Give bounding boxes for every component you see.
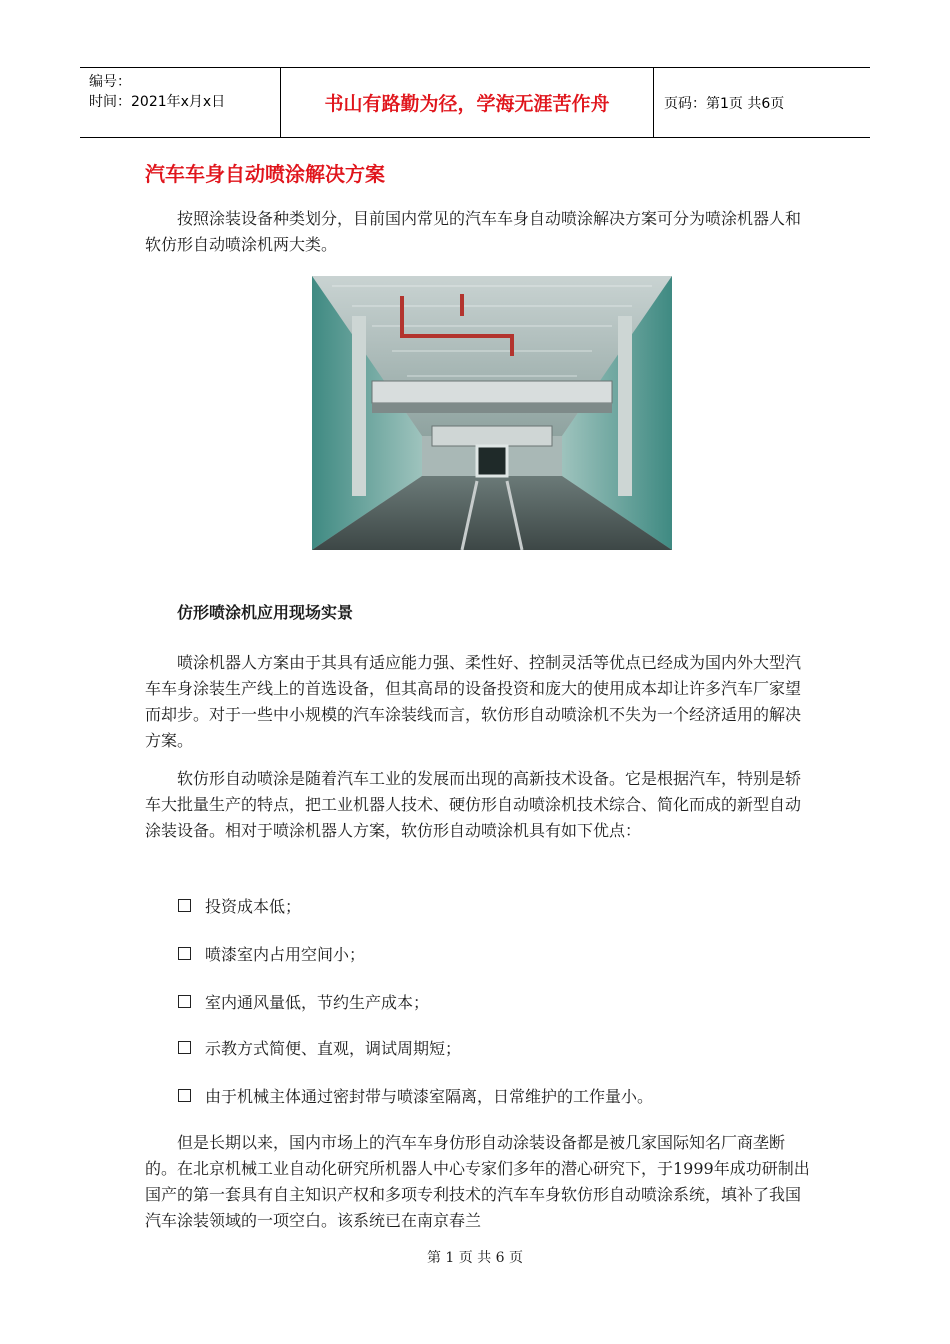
checkbox-icon — [178, 899, 191, 912]
header-meta — [80, 68, 281, 137]
checkbox-icon — [178, 1089, 191, 1102]
bullet-item: 室内通风量低，节约生产成本； — [178, 990, 429, 1013]
date-label: 时间：2021年x月x日 — [89, 94, 226, 110]
bullet-item: 投资成本低； — [178, 894, 301, 917]
document-title: 汽车车身自动喷涂解决方案 — [145, 162, 385, 186]
bullet-item: 示教方式简便、直观，调试周期短； — [178, 1036, 461, 1059]
paragraph-2: 软仿形自动喷涂是随着汽车工业的发展而出现的高新技术设备。它是根据汽车，特别是轿车大批量生产的特点，把工业机器人技术、硬仿形自动喷涂机技术综合、简化而成的新型自动涂装设备。相对于喷涂机器人方案，软仿形自动喷涂机具有如下优点： — [145, 769, 802, 840]
spray-booth-photo — [312, 276, 672, 550]
closing-paragraph: 但是长期以来，国内市场上的汽车车身仿形自动涂装设备都是被几家国际知名厂商垄断的。在北京机械工业自动化研究所机器人中心专家们多年的潜心研究下，于1999年成功研制出国产的第一套具有自主知识产权和多项专利技术的汽车车身软仿形自动喷涂系统，填补了我国汽车涂装领域的一项空白。该系统已在南京春兰 — [145, 1133, 810, 1230]
bullet-item: 由于机械主体通过密封带与喷漆室隔离，日常维护的工作量小。 — [178, 1084, 653, 1107]
intro-paragraph: 按照涂装设备种类划分，目前国内常见的汽车车身自动喷涂解决方案可分为喷涂机器人和软仿形自动喷涂机两大类。 — [145, 209, 802, 254]
checkbox-icon — [178, 947, 191, 960]
checkbox-icon — [178, 995, 191, 1008]
document-header — [80, 67, 870, 138]
paragraph-1: 喷涂机器人方案由于其具有适应能力强、柔性好、控制灵活等优点已经成为国内外大型汽车车身涂装生产线上的首选设备，但其高昂的设备投资和庞大的使用成本却让许多汽车厂家望而却步。对于一些中小规模的汽车涂装线而言，软仿形自动喷涂机不失为一个经济适用的解决方案。 — [145, 653, 802, 750]
figure-caption: 仿形喷涂机应用现场实景 — [177, 603, 354, 622]
page-footer: 第 1 页 共 6 页 — [426, 1250, 524, 1266]
number-label: 编号： — [89, 74, 131, 90]
header-page-info: 页码：第1页 共6页 — [664, 95, 785, 112]
checkbox-icon — [178, 1041, 191, 1054]
header-motto: 书山有路勤为径，学海无涯苦作舟 — [281, 68, 654, 137]
bullet-item: 喷漆室内占用空间小； — [178, 942, 365, 965]
